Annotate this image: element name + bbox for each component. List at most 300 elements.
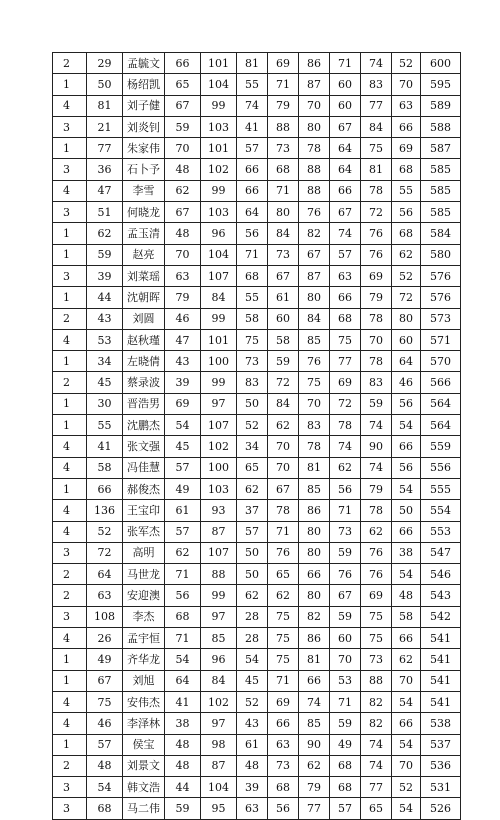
score-cell-7: 90 — [361, 436, 392, 457]
score-cell-6: 72 — [330, 393, 361, 414]
id-cell: 57 — [87, 734, 123, 755]
name-cell: 刘旭 — [123, 670, 165, 691]
score-cell-8: 66 — [392, 628, 421, 649]
total-cell: 554 — [421, 500, 461, 521]
score-cell-3: 41 — [237, 116, 268, 137]
score-cell-4: 84 — [268, 223, 299, 244]
score-cell-7: 82 — [361, 691, 392, 712]
score-cell-7: 83 — [361, 74, 392, 95]
score-cell-2: 101 — [201, 138, 237, 159]
score-cell-2: 97 — [201, 713, 237, 734]
score-cell-2: 99 — [201, 372, 237, 393]
score-cell-7: 84 — [361, 116, 392, 137]
score-cell-5: 86 — [299, 53, 330, 74]
score-cell-7: 77 — [361, 777, 392, 798]
score-cell-6: 74 — [330, 223, 361, 244]
score-cell-7: 78 — [361, 351, 392, 372]
class-cell: 1 — [53, 670, 87, 691]
score-cell-5: 86 — [299, 628, 330, 649]
name-cell: 刘景文 — [123, 755, 165, 776]
score-cell-8: 63 — [392, 95, 421, 116]
score-cell-6: 62 — [330, 457, 361, 478]
name-cell: 安迎澳 — [123, 585, 165, 606]
score-cell-8: 72 — [392, 287, 421, 308]
score-cell-7: 76 — [361, 223, 392, 244]
score-cell-2: 95 — [201, 798, 237, 819]
class-cell: 4 — [53, 329, 87, 350]
score-cell-8: 70 — [392, 74, 421, 95]
score-cell-1: 39 — [165, 372, 201, 393]
id-cell: 45 — [87, 372, 123, 393]
id-cell: 21 — [87, 116, 123, 137]
score-cell-5: 82 — [299, 606, 330, 627]
score-cell-7: 79 — [361, 287, 392, 308]
score-cell-3: 74 — [237, 95, 268, 116]
total-cell: 526 — [421, 798, 461, 819]
score-cell-4: 75 — [268, 628, 299, 649]
score-cell-4: 88 — [268, 116, 299, 137]
table-row — [53, 95, 461, 116]
score-cell-4: 60 — [268, 308, 299, 329]
score-cell-6: 59 — [330, 542, 361, 563]
score-cell-2: 100 — [201, 457, 237, 478]
score-cell-5: 90 — [299, 734, 330, 755]
id-cell: 36 — [87, 159, 123, 180]
score-cell-8: 80 — [392, 308, 421, 329]
total-cell: 546 — [421, 564, 461, 585]
total-cell: 585 — [421, 202, 461, 223]
id-cell: 43 — [87, 308, 123, 329]
total-cell: 559 — [421, 436, 461, 457]
class-cell: 1 — [53, 244, 87, 265]
class-cell: 4 — [53, 628, 87, 649]
table-body — [53, 53, 461, 820]
score-cell-1: 45 — [165, 436, 201, 457]
total-cell: 536 — [421, 755, 461, 776]
score-cell-1: 71 — [165, 564, 201, 585]
score-cell-1: 59 — [165, 116, 201, 137]
score-cell-7: 72 — [361, 202, 392, 223]
score-cell-3: 65 — [237, 457, 268, 478]
score-cell-4: 71 — [268, 180, 299, 201]
score-cell-8: 66 — [392, 521, 421, 542]
score-cell-4: 70 — [268, 457, 299, 478]
total-cell: 585 — [421, 180, 461, 201]
score-cell-7: 75 — [361, 138, 392, 159]
score-cell-7: 65 — [361, 798, 392, 819]
score-cell-7: 74 — [361, 755, 392, 776]
table-row — [53, 287, 461, 308]
table-row — [53, 649, 461, 670]
class-cell: 3 — [53, 116, 87, 137]
score-cell-6: 69 — [330, 372, 361, 393]
score-cell-8: 52 — [392, 53, 421, 74]
total-cell: 570 — [421, 351, 461, 372]
score-cell-8: 48 — [392, 585, 421, 606]
score-cell-5: 66 — [299, 564, 330, 585]
class-cell: 2 — [53, 372, 87, 393]
score-cell-2: 96 — [201, 649, 237, 670]
name-cell: 晋浩男 — [123, 393, 165, 414]
score-cell-5: 86 — [299, 500, 330, 521]
id-cell: 34 — [87, 351, 123, 372]
score-cell-8: 66 — [392, 116, 421, 137]
score-cell-6: 56 — [330, 478, 361, 499]
class-cell: 4 — [53, 521, 87, 542]
score-cell-3: 57 — [237, 521, 268, 542]
id-cell: 64 — [87, 564, 123, 585]
score-cell-4: 61 — [268, 287, 299, 308]
name-cell: 朱家伟 — [123, 138, 165, 159]
total-cell: 589 — [421, 95, 461, 116]
class-cell: 1 — [53, 223, 87, 244]
score-cell-3: 58 — [237, 308, 268, 329]
score-cell-3: 28 — [237, 628, 268, 649]
score-cell-6: 60 — [330, 74, 361, 95]
score-cell-7: 76 — [361, 564, 392, 585]
name-cell: 刘子健 — [123, 95, 165, 116]
score-cell-8: 46 — [392, 372, 421, 393]
total-cell: 571 — [421, 329, 461, 350]
class-cell: 1 — [53, 734, 87, 755]
score-cell-6: 71 — [330, 53, 361, 74]
score-cell-7: 62 — [361, 521, 392, 542]
table-row — [53, 436, 461, 457]
score-cell-3: 52 — [237, 691, 268, 712]
score-cell-5: 88 — [299, 159, 330, 180]
score-cell-3: 57 — [237, 138, 268, 159]
score-cell-8: 54 — [392, 478, 421, 499]
score-cell-3: 61 — [237, 734, 268, 755]
score-cell-8: 60 — [392, 329, 421, 350]
score-cell-5: 67 — [299, 244, 330, 265]
name-cell: 安伟杰 — [123, 691, 165, 712]
score-cell-6: 71 — [330, 500, 361, 521]
name-cell: 刘菜瑶 — [123, 265, 165, 286]
score-cell-1: 54 — [165, 415, 201, 436]
score-cell-6: 68 — [330, 755, 361, 776]
score-cell-8: 68 — [392, 159, 421, 180]
name-cell: 齐华龙 — [123, 649, 165, 670]
score-cell-5: 80 — [299, 116, 330, 137]
score-cell-8: 38 — [392, 542, 421, 563]
table-row — [53, 521, 461, 542]
id-cell: 41 — [87, 436, 123, 457]
score-cell-1: 65 — [165, 74, 201, 95]
id-cell: 51 — [87, 202, 123, 223]
score-cell-1: 54 — [165, 649, 201, 670]
score-cell-5: 87 — [299, 74, 330, 95]
score-cell-1: 44 — [165, 777, 201, 798]
name-cell: 张文强 — [123, 436, 165, 457]
score-cell-5: 80 — [299, 521, 330, 542]
score-cell-8: 66 — [392, 436, 421, 457]
score-cell-4: 71 — [268, 670, 299, 691]
score-cell-5: 77 — [299, 798, 330, 819]
score-cell-8: 56 — [392, 393, 421, 414]
name-cell: 高明 — [123, 542, 165, 563]
score-cell-8: 58 — [392, 606, 421, 627]
score-cell-1: 66 — [165, 53, 201, 74]
score-cell-4: 59 — [268, 351, 299, 372]
table-row — [53, 606, 461, 627]
score-cell-1: 71 — [165, 628, 201, 649]
score-cell-7: 83 — [361, 372, 392, 393]
total-cell: 556 — [421, 457, 461, 478]
table-row — [53, 351, 461, 372]
score-cell-3: 71 — [237, 244, 268, 265]
score-cell-6: 63 — [330, 265, 361, 286]
score-cell-6: 67 — [330, 202, 361, 223]
total-cell: 553 — [421, 521, 461, 542]
score-cell-8: 68 — [392, 223, 421, 244]
score-cell-4: 71 — [268, 521, 299, 542]
score-cell-1: 48 — [165, 223, 201, 244]
table-row — [53, 585, 461, 606]
name-cell: 侯宝 — [123, 734, 165, 755]
score-cell-5: 76 — [299, 351, 330, 372]
score-cell-7: 74 — [361, 457, 392, 478]
score-cell-7: 79 — [361, 478, 392, 499]
name-cell: 赵秋瑾 — [123, 329, 165, 350]
score-cell-3: 63 — [237, 798, 268, 819]
table-row — [53, 691, 461, 712]
table-row — [53, 415, 461, 436]
total-cell: 543 — [421, 585, 461, 606]
score-cell-2: 101 — [201, 329, 237, 350]
class-cell: 1 — [53, 649, 87, 670]
score-cell-7: 74 — [361, 53, 392, 74]
score-cell-7: 75 — [361, 606, 392, 627]
score-cell-4: 76 — [268, 542, 299, 563]
score-cell-8: 52 — [392, 265, 421, 286]
score-cell-6: 66 — [330, 180, 361, 201]
score-cell-5: 81 — [299, 649, 330, 670]
score-cell-8: 54 — [392, 564, 421, 585]
table-row — [53, 202, 461, 223]
score-cell-5: 79 — [299, 777, 330, 798]
table-row — [53, 670, 461, 691]
score-cell-3: 73 — [237, 351, 268, 372]
score-cell-6: 60 — [330, 628, 361, 649]
total-cell: 587 — [421, 138, 461, 159]
score-cell-4: 80 — [268, 202, 299, 223]
score-cell-2: 99 — [201, 180, 237, 201]
score-cell-2: 102 — [201, 691, 237, 712]
id-cell: 136 — [87, 500, 123, 521]
table-row — [53, 457, 461, 478]
total-cell: 538 — [421, 713, 461, 734]
score-cell-6: 64 — [330, 138, 361, 159]
score-cell-5: 81 — [299, 457, 330, 478]
score-cell-8: 70 — [392, 755, 421, 776]
score-cell-2: 104 — [201, 777, 237, 798]
score-cell-1: 67 — [165, 95, 201, 116]
score-cell-4: 66 — [268, 713, 299, 734]
score-cell-3: 34 — [237, 436, 268, 457]
score-cell-3: 75 — [237, 329, 268, 350]
score-cell-8: 56 — [392, 457, 421, 478]
table-row — [53, 53, 461, 74]
name-cell: 李泽林 — [123, 713, 165, 734]
score-cell-5: 70 — [299, 393, 330, 414]
score-cell-4: 72 — [268, 372, 299, 393]
score-cell-4: 69 — [268, 53, 299, 74]
class-cell: 2 — [53, 53, 87, 74]
score-cell-4: 78 — [268, 500, 299, 521]
score-cell-8: 54 — [392, 798, 421, 819]
score-cell-2: 103 — [201, 116, 237, 137]
id-cell: 54 — [87, 777, 123, 798]
class-cell: 2 — [53, 564, 87, 585]
score-cell-6: 76 — [330, 564, 361, 585]
score-cell-1: 67 — [165, 202, 201, 223]
score-cell-6: 74 — [330, 436, 361, 457]
score-cell-3: 55 — [237, 74, 268, 95]
class-cell: 3 — [53, 777, 87, 798]
score-cell-1: 68 — [165, 606, 201, 627]
score-cell-3: 55 — [237, 287, 268, 308]
class-cell: 2 — [53, 585, 87, 606]
id-cell: 77 — [87, 138, 123, 159]
table-row — [53, 159, 461, 180]
score-cell-4: 68 — [268, 159, 299, 180]
total-cell: 541 — [421, 628, 461, 649]
table-row — [53, 500, 461, 521]
score-cell-5: 85 — [299, 713, 330, 734]
score-cell-3: 50 — [237, 564, 268, 585]
score-cell-7: 59 — [361, 393, 392, 414]
score-cell-6: 77 — [330, 351, 361, 372]
total-cell: 566 — [421, 372, 461, 393]
score-cell-3: 83 — [237, 372, 268, 393]
id-cell: 53 — [87, 329, 123, 350]
total-cell: 564 — [421, 415, 461, 436]
table-row — [53, 564, 461, 585]
name-cell: 孟玉清 — [123, 223, 165, 244]
name-cell: 杨绍凯 — [123, 74, 165, 95]
score-cell-2: 98 — [201, 734, 237, 755]
score-cell-6: 67 — [330, 585, 361, 606]
score-cell-1: 70 — [165, 244, 201, 265]
score-cell-7: 88 — [361, 670, 392, 691]
score-cell-4: 62 — [268, 415, 299, 436]
total-cell: 595 — [421, 74, 461, 95]
name-cell: 韩文浩 — [123, 777, 165, 798]
class-cell: 2 — [53, 755, 87, 776]
score-cell-8: 62 — [392, 649, 421, 670]
score-cell-2: 97 — [201, 393, 237, 414]
id-cell: 30 — [87, 393, 123, 414]
score-cell-8: 54 — [392, 415, 421, 436]
score-cell-8: 56 — [392, 202, 421, 223]
table-row — [53, 542, 461, 563]
total-cell: 564 — [421, 393, 461, 414]
table-row — [53, 180, 461, 201]
score-cell-2: 87 — [201, 521, 237, 542]
table-row — [53, 244, 461, 265]
table-row — [53, 393, 461, 414]
score-cell-1: 47 — [165, 329, 201, 350]
score-cell-4: 79 — [268, 95, 299, 116]
score-cell-5: 62 — [299, 755, 330, 776]
class-cell: 1 — [53, 138, 87, 159]
score-cell-2: 102 — [201, 436, 237, 457]
score-cell-5: 75 — [299, 372, 330, 393]
class-cell: 4 — [53, 713, 87, 734]
table-row — [53, 372, 461, 393]
score-cell-1: 43 — [165, 351, 201, 372]
name-cell: 沈朝晖 — [123, 287, 165, 308]
id-cell: 62 — [87, 223, 123, 244]
score-cell-4: 67 — [268, 478, 299, 499]
class-cell: 4 — [53, 436, 87, 457]
score-cell-4: 67 — [268, 265, 299, 286]
score-cell-5: 70 — [299, 95, 330, 116]
total-cell: 585 — [421, 159, 461, 180]
score-cell-8: 54 — [392, 734, 421, 755]
score-cell-6: 75 — [330, 329, 361, 350]
total-cell: 541 — [421, 670, 461, 691]
total-cell: 555 — [421, 478, 461, 499]
score-cell-7: 78 — [361, 308, 392, 329]
score-cell-6: 70 — [330, 649, 361, 670]
total-cell: 588 — [421, 116, 461, 137]
score-cell-2: 107 — [201, 542, 237, 563]
name-cell: 沈鹏杰 — [123, 415, 165, 436]
score-cell-7: 74 — [361, 415, 392, 436]
score-cell-5: 84 — [299, 308, 330, 329]
score-cell-5: 78 — [299, 436, 330, 457]
score-cell-6: 71 — [330, 691, 361, 712]
score-cell-1: 59 — [165, 798, 201, 819]
id-cell: 44 — [87, 287, 123, 308]
total-cell: 580 — [421, 244, 461, 265]
name-cell: 王宝印 — [123, 500, 165, 521]
table-row — [53, 265, 461, 286]
name-cell: 李杰 — [123, 606, 165, 627]
score-cell-4: 65 — [268, 564, 299, 585]
total-cell: 600 — [421, 53, 461, 74]
score-cell-2: 103 — [201, 202, 237, 223]
id-cell: 49 — [87, 649, 123, 670]
score-cell-3: 50 — [237, 393, 268, 414]
score-cell-8: 55 — [392, 180, 421, 201]
score-cell-3: 54 — [237, 649, 268, 670]
score-cell-7: 69 — [361, 265, 392, 286]
score-cell-2: 99 — [201, 95, 237, 116]
score-cell-3: 81 — [237, 53, 268, 74]
score-cell-8: 50 — [392, 500, 421, 521]
name-cell: 孟宇恒 — [123, 628, 165, 649]
score-cell-4: 58 — [268, 329, 299, 350]
score-cell-7: 78 — [361, 180, 392, 201]
table-row — [53, 777, 461, 798]
id-cell: 50 — [87, 74, 123, 95]
table-row — [53, 713, 461, 734]
score-cell-7: 70 — [361, 329, 392, 350]
score-table — [52, 52, 461, 820]
score-cell-3: 62 — [237, 585, 268, 606]
id-cell: 29 — [87, 53, 123, 74]
score-cell-8: 70 — [392, 670, 421, 691]
total-cell: 542 — [421, 606, 461, 627]
total-cell: 541 — [421, 649, 461, 670]
score-cell-3: 37 — [237, 500, 268, 521]
class-cell: 1 — [53, 478, 87, 499]
score-cell-6: 57 — [330, 798, 361, 819]
score-cell-7: 76 — [361, 542, 392, 563]
